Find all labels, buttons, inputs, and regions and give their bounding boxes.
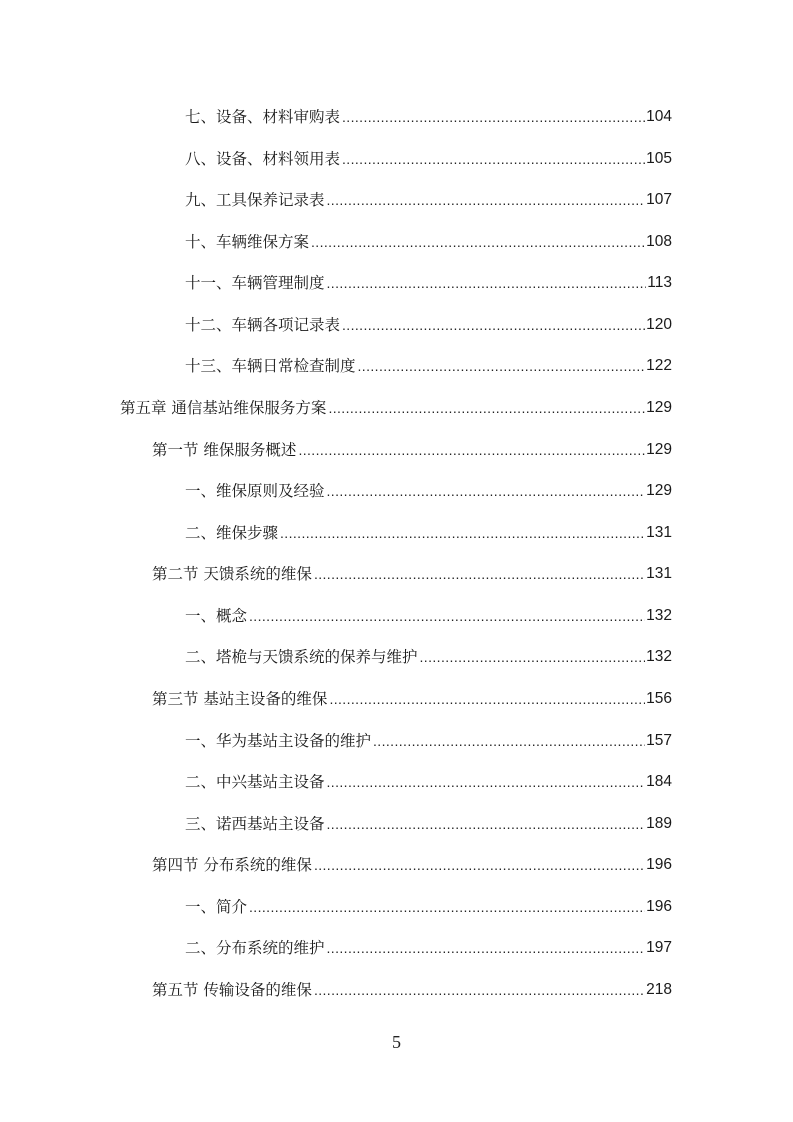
dot-leader xyxy=(249,895,645,919)
toc-entry-page: 132 xyxy=(646,607,672,624)
toc-entry-title: 二、中兴基站主设备 xyxy=(185,773,325,791)
dot-leader xyxy=(249,604,645,628)
toc-entry-page: 104 xyxy=(646,108,672,125)
toc-entry-title: 第二节 天馈系统的维保 xyxy=(152,565,312,583)
toc-entry-page: 107 xyxy=(646,191,672,208)
toc-entry-page: 156 xyxy=(646,690,672,707)
dot-leader xyxy=(329,687,645,711)
toc-entry-title: 第五节 传输设备的维保 xyxy=(152,981,312,999)
toc-entry-title: 三、诺西基站主设备 xyxy=(185,815,325,833)
toc-section-entry[interactable] xyxy=(152,438,672,462)
dot-leader xyxy=(327,479,646,503)
toc-entry-title: 十、车辆维保方案 xyxy=(185,233,310,251)
toc-entry-page: 113 xyxy=(647,274,672,291)
toc-entry[interactable] xyxy=(185,936,672,960)
toc-entry[interactable] xyxy=(185,645,672,669)
dot-leader xyxy=(342,105,645,129)
toc-entry-page: 132 xyxy=(646,648,672,665)
dot-leader xyxy=(420,645,646,669)
toc-entry[interactable] xyxy=(185,147,672,171)
toc-chapter-entry[interactable] xyxy=(120,396,672,420)
toc-entry-title: 二、维保步骤 xyxy=(185,524,279,542)
toc-entry[interactable] xyxy=(185,354,672,378)
toc-entry-title: 一、概念 xyxy=(185,607,248,625)
dot-leader xyxy=(311,230,645,254)
toc-entry-title: 十一、车辆管理制度 xyxy=(185,274,325,292)
toc-entry-page: 218 xyxy=(646,981,672,998)
dot-leader xyxy=(328,396,645,420)
toc-entry-page: 197 xyxy=(646,939,672,956)
dot-leader xyxy=(327,770,646,794)
toc-entry[interactable] xyxy=(185,479,672,503)
toc-entry-page: 129 xyxy=(646,441,672,458)
toc-section-entry[interactable] xyxy=(152,978,672,1002)
toc-entry-page: 105 xyxy=(646,150,672,167)
toc-entry[interactable] xyxy=(185,604,672,628)
toc-entry-page: 108 xyxy=(646,233,672,250)
toc-entry-page: 129 xyxy=(646,482,672,499)
toc-entry[interactable] xyxy=(185,271,672,295)
toc-entry-title: 第五章 通信基站维保服务方案 xyxy=(120,399,327,417)
toc-entry[interactable] xyxy=(185,105,672,129)
dot-leader xyxy=(280,521,645,545)
dot-leader xyxy=(327,936,646,960)
dot-leader xyxy=(342,313,645,337)
toc-entry[interactable] xyxy=(185,188,672,212)
toc-entry-title: 第四节 分布系统的维保 xyxy=(152,856,312,874)
toc-entry[interactable] xyxy=(185,812,672,836)
toc-entry-title: 二、塔桅与天馈系统的保养与维护 xyxy=(185,648,418,666)
dot-leader xyxy=(373,729,645,753)
toc-entry-page: 120 xyxy=(646,316,672,333)
toc-entry-title: 一、简介 xyxy=(185,898,248,916)
dot-leader xyxy=(327,812,646,836)
toc-entry-title: 第三节 基站主设备的维保 xyxy=(152,690,328,708)
toc-section-entry[interactable] xyxy=(152,687,672,711)
toc-entry-title: 二、分布系统的维护 xyxy=(185,939,325,957)
toc-entry-page: 157 xyxy=(646,732,672,749)
dot-leader xyxy=(314,562,645,586)
toc-entry[interactable] xyxy=(185,729,672,753)
toc-entry[interactable] xyxy=(185,521,672,545)
toc-entry[interactable] xyxy=(185,230,672,254)
dot-leader xyxy=(298,438,645,462)
toc-entry[interactable] xyxy=(185,895,672,919)
dot-leader xyxy=(327,188,646,212)
dot-leader xyxy=(314,853,645,877)
toc-entry-page: 184 xyxy=(646,773,672,790)
toc-entry-title: 一、维保原则及经验 xyxy=(185,482,325,500)
dot-leader xyxy=(342,147,645,171)
toc-entry-title: 八、设备、材料领用表 xyxy=(185,150,341,168)
toc-entry-title: 九、工具保养记录表 xyxy=(185,191,325,209)
dot-leader xyxy=(327,271,647,295)
toc-section-entry[interactable] xyxy=(152,562,672,586)
toc-entry-title: 十三、车辆日常检查制度 xyxy=(185,357,356,375)
toc-entry-page: 196 xyxy=(646,898,672,915)
dot-leader xyxy=(314,978,645,1002)
toc-entry-page: 129 xyxy=(646,399,672,416)
toc-entry-title: 第一节 维保服务概述 xyxy=(152,441,297,459)
toc-entry-page: 189 xyxy=(646,815,672,832)
toc-section-entry[interactable] xyxy=(152,853,672,877)
toc-entry[interactable] xyxy=(185,313,672,337)
toc-entry-title: 七、设备、材料审购表 xyxy=(185,108,341,126)
dot-leader xyxy=(358,354,646,378)
toc-entry-page: 131 xyxy=(646,524,672,541)
toc-entry[interactable] xyxy=(185,770,672,794)
toc-entry-title: 一、华为基站主设备的维护 xyxy=(185,732,372,750)
toc-entry-page: 196 xyxy=(646,856,672,873)
page-number: 5 xyxy=(392,1032,401,1052)
toc-entry-page: 122 xyxy=(646,357,672,374)
toc-entry-page: 131 xyxy=(646,565,672,582)
toc-entry-title: 十二、车辆各项记录表 xyxy=(185,316,341,334)
